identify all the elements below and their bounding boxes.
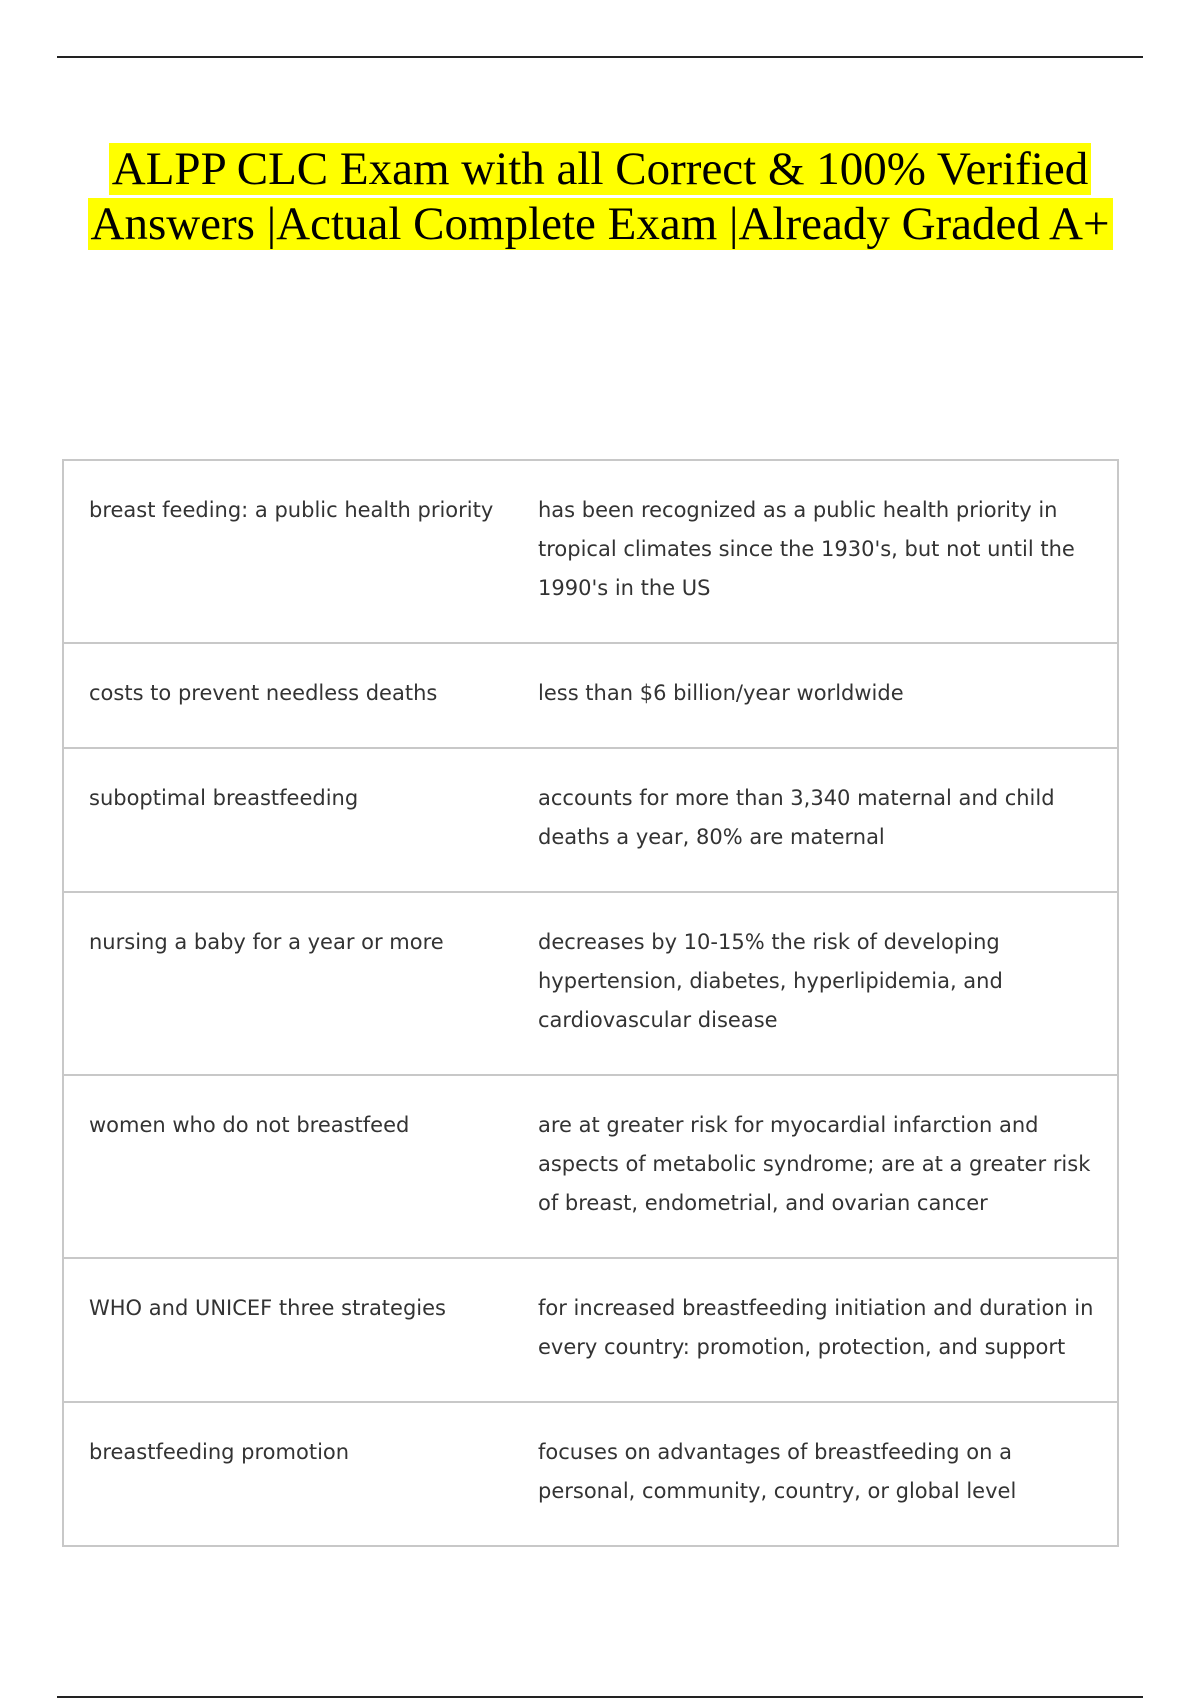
definition-cell: focuses on advantages of breastfeeding on a personal, community, country, or global level [514, 1402, 1118, 1546]
table-row [63, 892, 1118, 1075]
document-title [40, 142, 1160, 252]
definition-cell: less than $6 billion/year worldwide [514, 643, 1118, 748]
bottom-rule [57, 1696, 1143, 1698]
term-cell: breast feeding: a public health priority [63, 460, 514, 643]
term-cell: nursing a baby for a year or more [63, 892, 514, 1075]
definition-cell: are at greater risk for myocardial infarction and aspects of metabolic syndrome; are at a greater risk of breast, endometrial, and ovarian cancer [514, 1075, 1118, 1258]
term-cell: costs to prevent needless deaths [63, 643, 514, 748]
definition-cell: accounts for more than 3,340 maternal and child deaths a year, 80% are maternal [514, 748, 1118, 892]
term-cell: suboptimal breastfeeding [63, 748, 514, 892]
term-cell: breastfeeding promotion [63, 1402, 514, 1546]
top-rule [57, 56, 1143, 58]
qa-table [62, 459, 1119, 1547]
table-row [63, 1402, 1118, 1546]
table-row [63, 748, 1118, 892]
table-row [63, 1258, 1118, 1402]
term-cell: women who do not breastfeed [63, 1075, 514, 1258]
table-row [63, 1075, 1118, 1258]
definition-cell: has been recognized as a public health priority in tropical climates since the 1930's, but not until the 1990's in the US [514, 460, 1118, 643]
title-line-2: Answers |Actual Complete Exam |Already Graded A+ [88, 198, 1113, 250]
definition-cell: decreases by 10-15% the risk of developing hypertension, diabetes, hyperlipidemia, and cardiovascular disease [514, 892, 1118, 1075]
definition-cell: for increased breastfeeding initiation and duration in every country: promotion, protection, and support [514, 1258, 1118, 1402]
title-line-1: ALPP CLC Exam with all Correct & 100% Verified [109, 143, 1091, 195]
table-row [63, 643, 1118, 748]
table-row [63, 460, 1118, 643]
term-cell: WHO and UNICEF three strategies [63, 1258, 514, 1402]
